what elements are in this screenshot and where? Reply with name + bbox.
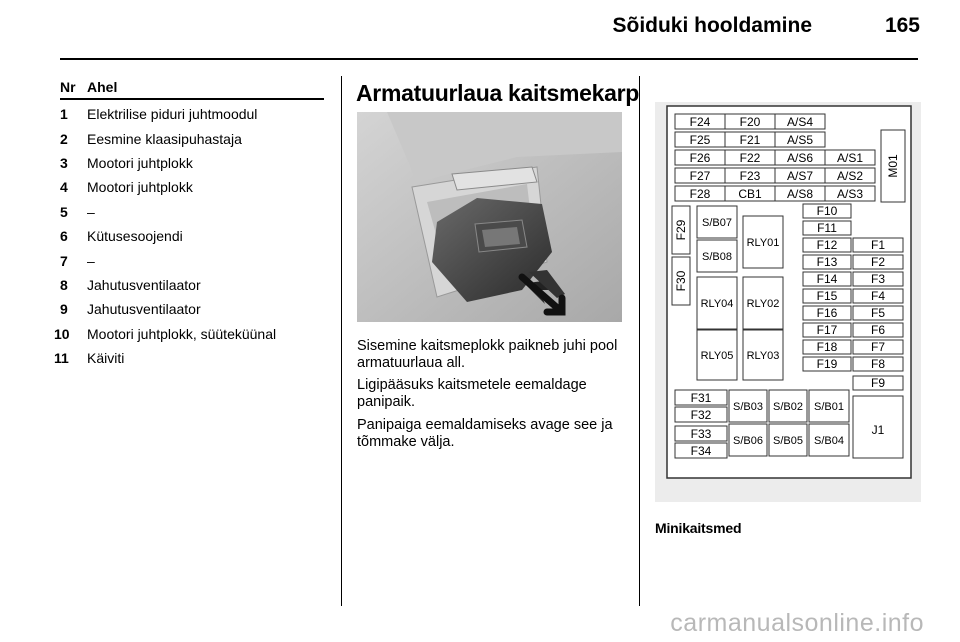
row-nr: 5 (60, 203, 68, 220)
table-row (60, 297, 324, 321)
table-header (60, 79, 324, 97)
row-text: Kütusesoojendi (87, 228, 183, 245)
fuse-label: A/S4 (786, 115, 814, 129)
fuse-label: F5 (870, 306, 886, 320)
fuse-label: F21 (739, 133, 761, 147)
fuse-label: F1 (870, 238, 886, 252)
table-header-rule (60, 98, 324, 100)
fuse-label: RLY05 (700, 350, 734, 362)
row-text: – (87, 252, 95, 269)
fuse-label: CB1 (738, 187, 762, 201)
row-text: Eesmine klaasipuhastaja (87, 130, 242, 147)
row-nr: 11 (54, 350, 69, 367)
row-text: Jahutusventilaator (87, 276, 201, 293)
row-nr: 2 (60, 130, 68, 147)
fuse-label: F27 (689, 169, 711, 183)
row-text: Mootori juhtplokk, süüteküünal (87, 325, 277, 342)
fuse-label: M01 (886, 154, 900, 178)
fuse-label: F8 (870, 357, 886, 371)
table-row (60, 224, 324, 248)
fuse-label: F25 (689, 133, 711, 147)
fuse-label: F20 (739, 115, 761, 129)
fuse-panel-photo (357, 112, 622, 322)
fuse-label: F24 (689, 115, 711, 129)
fuse-label: F32 (690, 408, 712, 422)
fuse-label: F3 (870, 272, 886, 286)
fuse-label: RLY03 (746, 350, 780, 362)
column-divider (341, 76, 342, 606)
fuse-label: S/B04 (814, 435, 844, 447)
row-text: Mootori juhtplokk (87, 179, 193, 196)
table-row (54, 322, 324, 346)
fuse-label: F7 (870, 340, 886, 354)
row-text: Mootori juhtplokk (87, 154, 193, 171)
section-title: Armatuurlaua kaitsmekarp (356, 80, 639, 106)
table-row (60, 126, 324, 150)
fuse-label: F28 (689, 187, 711, 201)
table-row (60, 102, 324, 126)
fuse-label: F30 (674, 270, 688, 292)
paragraph: Ligipääsuks kaitsmetele eemaldage panipaik. (357, 377, 587, 410)
fuse-label: A/S1 (836, 151, 864, 165)
fuse-label: A/S6 (786, 151, 814, 165)
fuse-label: F9 (870, 376, 886, 390)
watermark: carmanualsonline.info (670, 609, 924, 637)
fuse-label: F22 (739, 151, 761, 165)
header-rule (60, 58, 918, 60)
fuse-label: F12 (816, 238, 838, 252)
fuse-label: F11 (817, 221, 837, 235)
row-nr: 3 (60, 154, 68, 171)
row-nr: 8 (60, 276, 68, 293)
row-text: Käiviti (87, 350, 125, 367)
fuse-label: F15 (816, 289, 838, 303)
fuse-label: F19 (816, 357, 838, 371)
fuse-label: F10 (816, 204, 838, 218)
fuse-table (54, 79, 324, 370)
row-nr: 9 (60, 301, 68, 318)
table-row (60, 175, 324, 199)
fuse-label: A/S7 (786, 169, 814, 183)
paragraph: Sisemine kaitsmeplokk paikneb juhi pool armatuurlaua all. (357, 338, 618, 371)
row-text: Jahutusventilaator (87, 301, 201, 318)
fuse-label: S/B07 (702, 217, 732, 229)
fuse-label: F18 (816, 340, 838, 354)
page-header-title: Sõiduki hooldamine (612, 14, 812, 37)
table-row (60, 273, 324, 297)
header-circuit: Ahel (87, 79, 118, 95)
row-text: Elektrilise piduri juhtmoodul (87, 106, 258, 123)
fuse-label: F17 (816, 323, 838, 337)
row-nr: 10 (54, 325, 70, 342)
column-divider (639, 76, 640, 606)
fuse-label: F14 (816, 272, 838, 286)
fuse-label: RLY01 (746, 237, 780, 249)
fuse-label: F33 (690, 427, 712, 441)
fuse-label: F29 (674, 219, 688, 241)
fusebox-caption: Minikaitsmed (655, 520, 742, 536)
table-row (60, 248, 324, 272)
fuse-label: F13 (816, 255, 838, 269)
fuse-label: F6 (870, 323, 886, 337)
header-nr: Nr (60, 79, 76, 95)
fuse-label: J1 (871, 423, 885, 437)
table-row (60, 151, 324, 175)
fuse-label: RLY04 (700, 298, 734, 310)
table-row (60, 200, 324, 224)
row-nr: 1 (60, 106, 68, 123)
table-body (54, 102, 324, 370)
fuse-label: S/B08 (702, 251, 732, 263)
fusebox-diagram (655, 102, 921, 502)
fuse-label: A/S3 (836, 187, 864, 201)
paragraph: Panipaiga eemaldamiseks avage see ja tõmmake välja. (357, 417, 613, 450)
fuse-label: F16 (816, 306, 838, 320)
fuse-label: S/B05 (773, 435, 803, 447)
fuse-label: F31 (690, 391, 712, 405)
row-nr: 6 (60, 228, 68, 245)
fuse-label: A/S5 (786, 133, 814, 147)
row-nr: 4 (60, 179, 68, 196)
fuse-label: S/B06 (733, 435, 763, 447)
page-number: 165 (884, 14, 920, 37)
fuse-label: A/S8 (786, 187, 814, 201)
fuse-label: F2 (870, 255, 886, 269)
fuse-label: S/B01 (814, 401, 844, 413)
table-row (54, 346, 324, 370)
row-nr: 7 (60, 252, 68, 269)
fuse-label: F34 (690, 444, 712, 458)
fuse-label: A/S2 (836, 169, 864, 183)
fuse-label: F4 (870, 289, 886, 303)
row-text: – (87, 203, 95, 220)
fuse-label: S/B02 (773, 401, 803, 413)
fuse-label: F26 (689, 151, 711, 165)
fuse-label: RLY02 (746, 298, 780, 310)
fuse-label: S/B03 (733, 401, 763, 413)
fuse-label: F23 (739, 169, 761, 183)
